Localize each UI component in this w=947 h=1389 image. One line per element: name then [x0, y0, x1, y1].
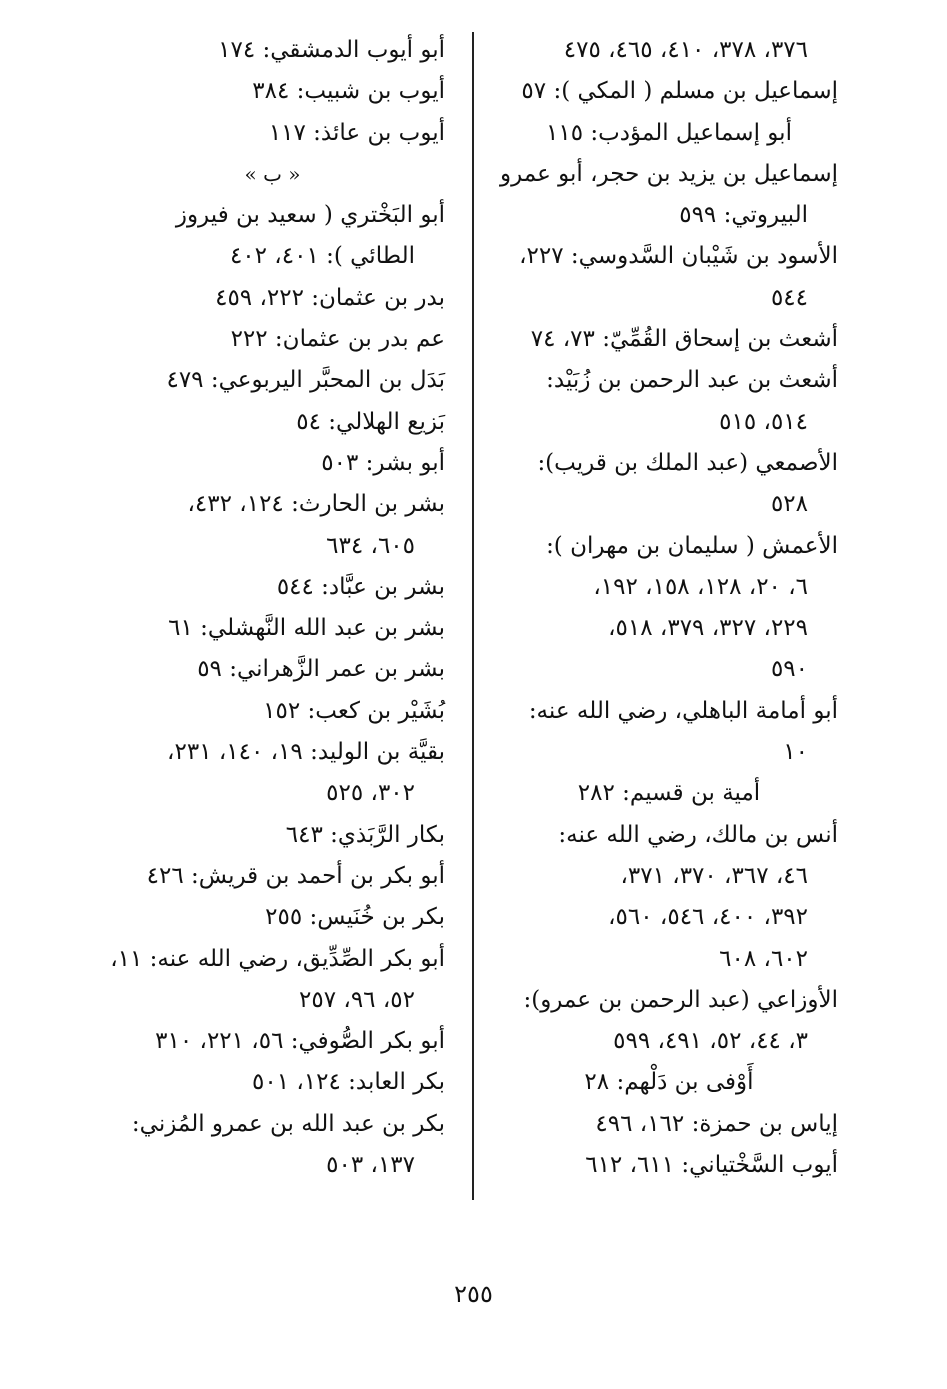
entry-line: بَزيع الهلالي: ٥٤ [296, 408, 445, 435]
index-entry [100, 443, 445, 484]
index-entry [100, 732, 445, 815]
index-entry [500, 773, 838, 814]
index-entry [100, 71, 445, 112]
index-entry [100, 649, 445, 690]
entry-line: ٥٢، ٩٦، ٢٥٧ [299, 986, 415, 1013]
entry-line: ٣٩٢، ٤٠٠، ٥٤٦، ٥٦٠، [608, 904, 808, 931]
entry-line: أبو إسماعيل المؤدب: ١١٥ [546, 119, 792, 146]
entry-line: بشر بن عبد الله النَّهشلي: ٦١ [168, 615, 445, 642]
entry-line: بُشَيْر بن كعب: ١٥٢ [263, 697, 445, 724]
entry-line: بقيَّة بن الوليد: ١٩، ١٤٠، ٢٣١، [167, 739, 445, 766]
index-entry [100, 30, 445, 71]
section-letter-heading [100, 154, 445, 195]
entry-line: أبو بكر الصِّدِّيق، رضي الله عنه: ١١، [110, 945, 445, 972]
index-entry [500, 360, 838, 443]
entry-line: الأصمعي (عبد الملك بن قريب): [537, 449, 838, 476]
entry-line: ٦٠٥، ٦٣٤ [326, 532, 415, 559]
index-entry [100, 360, 445, 401]
index-entry [100, 278, 445, 319]
index-entry [500, 980, 838, 1063]
entry-line: بكر بن عبد الله بن عمرو المُزني: [131, 1110, 445, 1137]
entry-line: ٤٦، ٣٦٧، ٣٧٠، ٣٧١، [620, 862, 808, 889]
entry-line: أبو البَخْتري ( سعيد بن فيروز [175, 202, 445, 229]
entry-line: ٥٩٠ [770, 656, 808, 683]
entry-line: ١٠ [783, 739, 808, 766]
entry-line: أبو أيوب الدمشقي: ١٧٤ [218, 37, 445, 63]
entry-line: بكر العابد: ١٢٤، ٥٠١ [252, 1069, 445, 1096]
entry-line: ٥١٤، ٥١٥ [719, 408, 808, 435]
entry-line: ١٣٧، ٥٠٣ [326, 1152, 415, 1179]
index-entry [100, 815, 445, 856]
entry-line: الأوزاعي (عبد الرحمن بن عمرو): [523, 986, 838, 1013]
index-entry [100, 856, 445, 897]
index-column-left [100, 30, 445, 1186]
index-column-right [500, 30, 838, 1186]
entry-line: ٣، ٤٤، ٥٢، ٤٩١، ٥٩٩ [613, 1028, 808, 1055]
entry-line: بشر بن الحارث: ١٢٤، ٤٣٢، [187, 491, 445, 518]
index-entry [100, 897, 445, 938]
entry-line: بشر بن عبَّاد: ٥٤٤ [276, 573, 445, 600]
index-entry [500, 113, 838, 154]
entry-line: أيوب بن عائذ: ١١٧ [268, 119, 445, 146]
entry-line: أيوب السَّخْتياني: ٦١١، ٦١٢ [585, 1152, 838, 1179]
index-entry [100, 195, 445, 278]
index-entry [500, 154, 838, 237]
entry-line: بدر بن عثمان: ٢٢٢، ٤٥٩ [215, 284, 445, 311]
index-entry [500, 319, 838, 360]
entry-line: أشعث بن إسحاق القُمِّيّ: ٧٣، ٧٤ [530, 326, 838, 353]
entry-line: أبو بكر الصُّوفي: ٥٦، ٢٢١، ٣١٠ [155, 1028, 445, 1055]
entry-line: أبو بشر: ٥٠٣ [321, 449, 445, 476]
index-entry [100, 1104, 445, 1187]
entry-line: ٣٧٦، ٣٧٨، ٤١٠، ٤٦٥، ٤٧٥ [563, 37, 808, 63]
index-entry [100, 939, 445, 1022]
index-entry [100, 691, 445, 732]
page-number: ٢٥٥ [454, 1280, 493, 1308]
index-entry [100, 402, 445, 443]
index-entry [100, 113, 445, 154]
entry-line: أبو أمامة الباهلي، رضي الله عنه: [528, 697, 838, 724]
entry-line: أمية بن قسيم: ٢٨٢ [577, 780, 761, 807]
entry-line: إسماعيل بن يزيد بن حجر، أبو عمرو [500, 160, 838, 187]
index-entry [500, 1062, 838, 1103]
index-entry [500, 71, 838, 112]
index-entry [500, 1104, 838, 1145]
index-entry [500, 30, 838, 71]
index-entry [500, 443, 838, 526]
entry-line: بَدَل بن المحبَّر اليربوعي: ٤٧٩ [166, 367, 445, 394]
entry-line: بكار الرَّبَذي: ٦٤٣ [285, 821, 445, 848]
entry-line: ٣٠٢، ٥٢٥ [326, 780, 415, 807]
index-entry [500, 526, 838, 691]
index-entry [100, 567, 445, 608]
index-entry [100, 1062, 445, 1103]
entry-line: بشر بن عمر الزَّهراني: ٥٩ [197, 656, 445, 683]
entry-line: ٦٠٢، ٦٠٨ [719, 945, 808, 972]
entry-line: البيروتي: ٥٩٩ [679, 202, 808, 229]
entry-line: بكر بن خُنَيس: ٢٥٥ [265, 904, 445, 931]
index-entry [100, 1021, 445, 1062]
entry-line: أنس بن مالك، رضي الله عنه: [558, 821, 838, 848]
entry-line: ٢٢٩، ٣٢٧، ٣٧٩، ٥١٨، [608, 615, 808, 642]
entry-line: الطائي ): ٤٠١، ٤٠٢ [229, 243, 415, 270]
index-entry [100, 608, 445, 649]
entry-line: أبو بكر بن أحمد بن قريش: ٤٢٦ [146, 862, 445, 889]
entry-line: ٥٤٤ [770, 284, 808, 311]
index-entry [500, 1145, 838, 1186]
entry-line: الأعمش ( سليمان بن مهران ): [546, 532, 838, 559]
index-entry [100, 484, 445, 567]
index-entry [500, 691, 838, 774]
entry-line: إياس بن حمزة: ١٦٢، ٤٩٦ [595, 1110, 838, 1137]
entry-line: أشعث بن عبد الرحمن بن زُبَيْد: [546, 367, 838, 394]
entry-line: ٥٢٨ [770, 491, 808, 518]
index-entry [500, 815, 838, 980]
entry-line: عم بدر بن عثمان: ٢٢٢ [230, 326, 445, 353]
index-entry [500, 236, 838, 319]
section-letter: « ب » [244, 161, 301, 186]
column-divider [472, 32, 474, 1200]
entry-line: أيوب بن شبيب: ٣٨٤ [252, 78, 445, 105]
entry-line: أَوْفى بن دَلْهم: ٢٨ [584, 1069, 754, 1096]
entry-line: إسماعيل بن مسلم ( المكي ): ٥٧ [521, 78, 838, 105]
index-entry [100, 319, 445, 360]
entry-line: ٦، ٢٠، ١٢٨، ١٥٨، ١٩٢، [593, 573, 808, 600]
entry-line: الأسود بن شَيْبان السَّدوسي: ٢٢٧، [519, 243, 838, 270]
